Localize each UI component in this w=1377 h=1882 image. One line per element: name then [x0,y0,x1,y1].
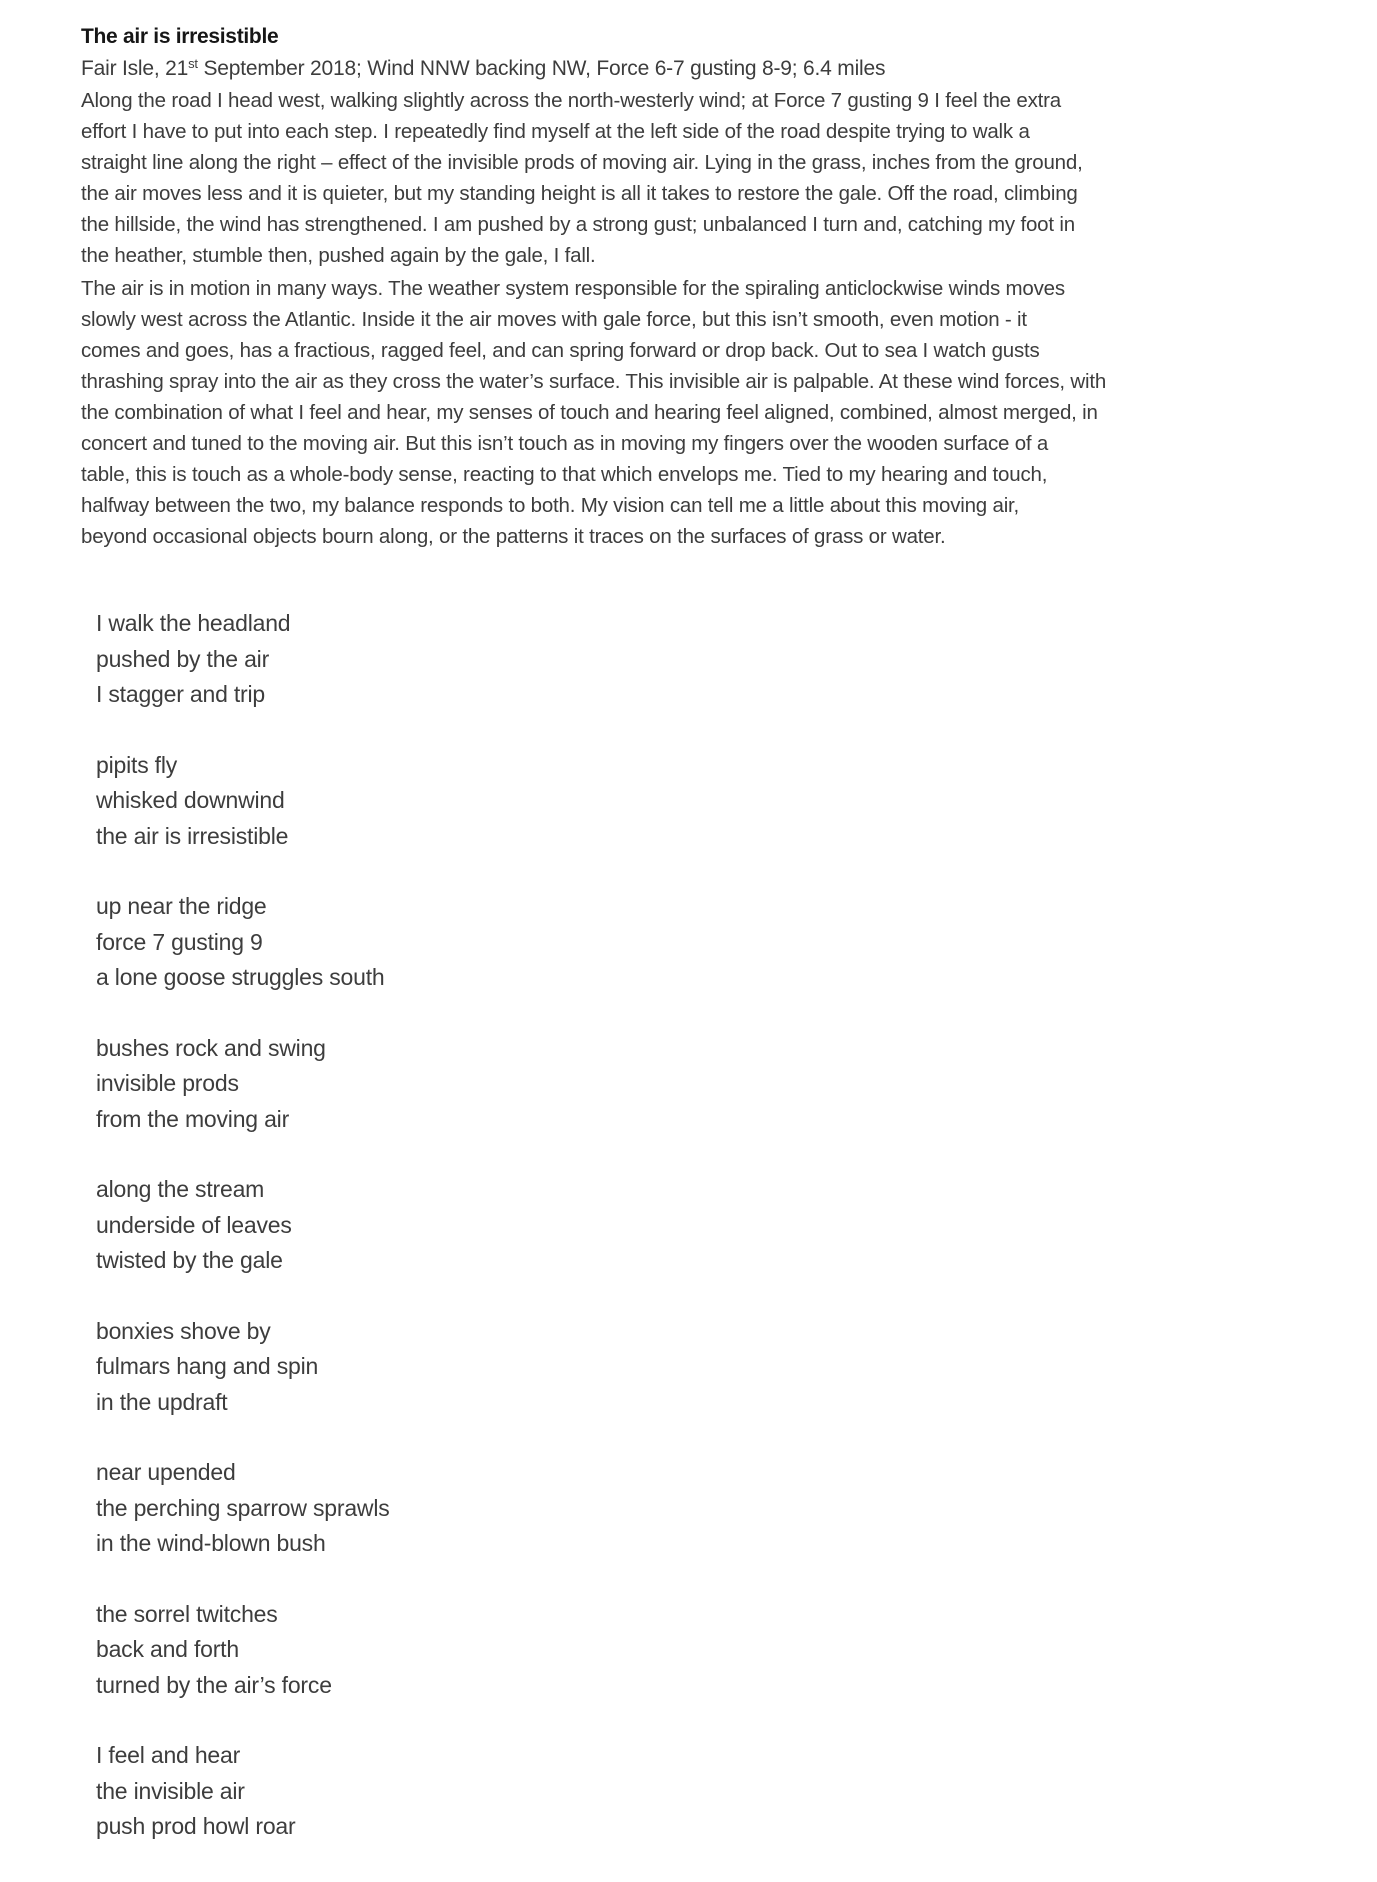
poem-line: bonxies shove by [96,1317,271,1344]
poem-line: along the stream [96,1176,265,1202]
prose-line: slowly west across the Atlantic. Inside it the air moves with gale force, but this isn’t smooth, even motion - it [81,308,1027,331]
poem-stanza [96,1031,1326,1138]
poem-line: turned by the air’s force [96,1671,332,1698]
document-page [81,22,1326,1845]
poem-line: in the updraft [96,1388,228,1415]
poem-line: push prod howl roar [96,1813,296,1839]
prose-paragraph [81,273,1326,552]
page-title: The air is irresistible [81,25,279,48]
poem-stanza [96,1455,1326,1562]
poem-line: force 7 gusting 9 [96,928,263,955]
poem-line: I stagger and trip [96,681,266,707]
poem-line: I feel and hear [96,1742,241,1768]
poem-line: in the wind-blown bush [96,1530,326,1556]
poem-stanza [96,606,1326,713]
ordinal-superscript: st [188,55,198,71]
poem-stanza [96,1738,1326,1845]
poem-line: whisked downwind [96,787,285,813]
prose-line: Along the road I head west, walking slightly across the north-westerly wind; at Force 7 gusting 9 I feel the extra [81,89,1061,112]
prose-line: The air is in motion in many ways. The weather system responsible for the spiraling anticlockwise winds moves [81,277,1065,300]
prose-line: the air moves less and it is quieter, but my standing height is all it takes to restore the gale. Off the road, climbing [81,182,1078,205]
poem-line: pushed by the air [96,645,270,672]
poem-line: I walk the headland [96,610,291,636]
dateline-prefix: Fair Isle, 21 [81,57,189,80]
poem-line: underside of leaves [96,1211,292,1238]
prose-line: thrashing spray into the air as they cross the water’s surface. This invisible air is palpable. At these wind forces, with [81,370,1107,393]
prose-line: comes and goes, has a fractious, ragged feel, and can spring forward or drop back. Out to sea I watch gusts [81,339,1040,362]
poem-stanza [96,1172,1326,1279]
poem-line: the air is irresistible [96,822,289,849]
prose-line: concert and tuned to the moving air. But this isn’t touch as in moving my fingers over the wooden surface of a [81,432,1049,455]
poem-stanza [96,1314,1326,1421]
poem-line: the invisible air [96,1777,245,1804]
dateline [81,52,1326,85]
prose-paragraph [81,85,1326,271]
poem-line: from the moving air [96,1105,290,1132]
prose-line: halfway between the two, my balance responds to both. My vision can tell me a little about this moving air, [81,494,1020,517]
poem-line: invisible prods [96,1070,239,1096]
poem-stanza [96,889,1326,996]
poem-line: twisted by the gale [96,1247,283,1273]
poem-section [96,606,1326,1845]
poem-line: fulmars hang and spin [96,1353,319,1379]
poem-line: pipits fly [96,751,178,778]
prose-line: beyond occasional objects bourn along, or the patterns it traces on the surfaces of grass or water. [81,525,946,548]
poem-line: near upended [96,1459,236,1485]
poem-line: a lone goose struggles south [96,964,385,990]
poem-stanza [96,748,1326,855]
prose-line: effort I have to put into each step. I repeatedly find myself at the left side of the road despite trying to walk a [81,120,1030,143]
dateline-rest: September 2018; Wind NNW backing NW, Force 6-7 gusting 8-9; 6.4 miles [197,57,886,80]
poem-line: bushes rock and swing [96,1034,326,1061]
prose-line: straight line along the right – effect of the invisible prods of moving air. Lying in the grass, inches from the ground, [81,151,1083,174]
poem-line: the perching sparrow sprawls [96,1494,390,1521]
prose-section [81,85,1326,552]
poem-stanza [96,1597,1326,1704]
poem-line: up near the ridge [96,893,267,919]
prose-line: table, this is touch as a whole-body sense, reacting to that which envelops me. Tied to my hearing and touch, [81,463,1048,486]
prose-line: the hillside, the wind has strengthened. I am pushed by a strong gust; unbalanced I turn and, catching my foot in [81,213,1075,236]
poem-line: the sorrel twitches [96,1600,278,1627]
prose-line: the heather, stumble then, pushed again by the gale, I fall. [81,244,596,267]
prose-line: the combination of what I feel and hear, my senses of touch and hearing feel aligned, combined, almost merged, in [81,401,1098,424]
poem-line: back and forth [96,1636,239,1662]
